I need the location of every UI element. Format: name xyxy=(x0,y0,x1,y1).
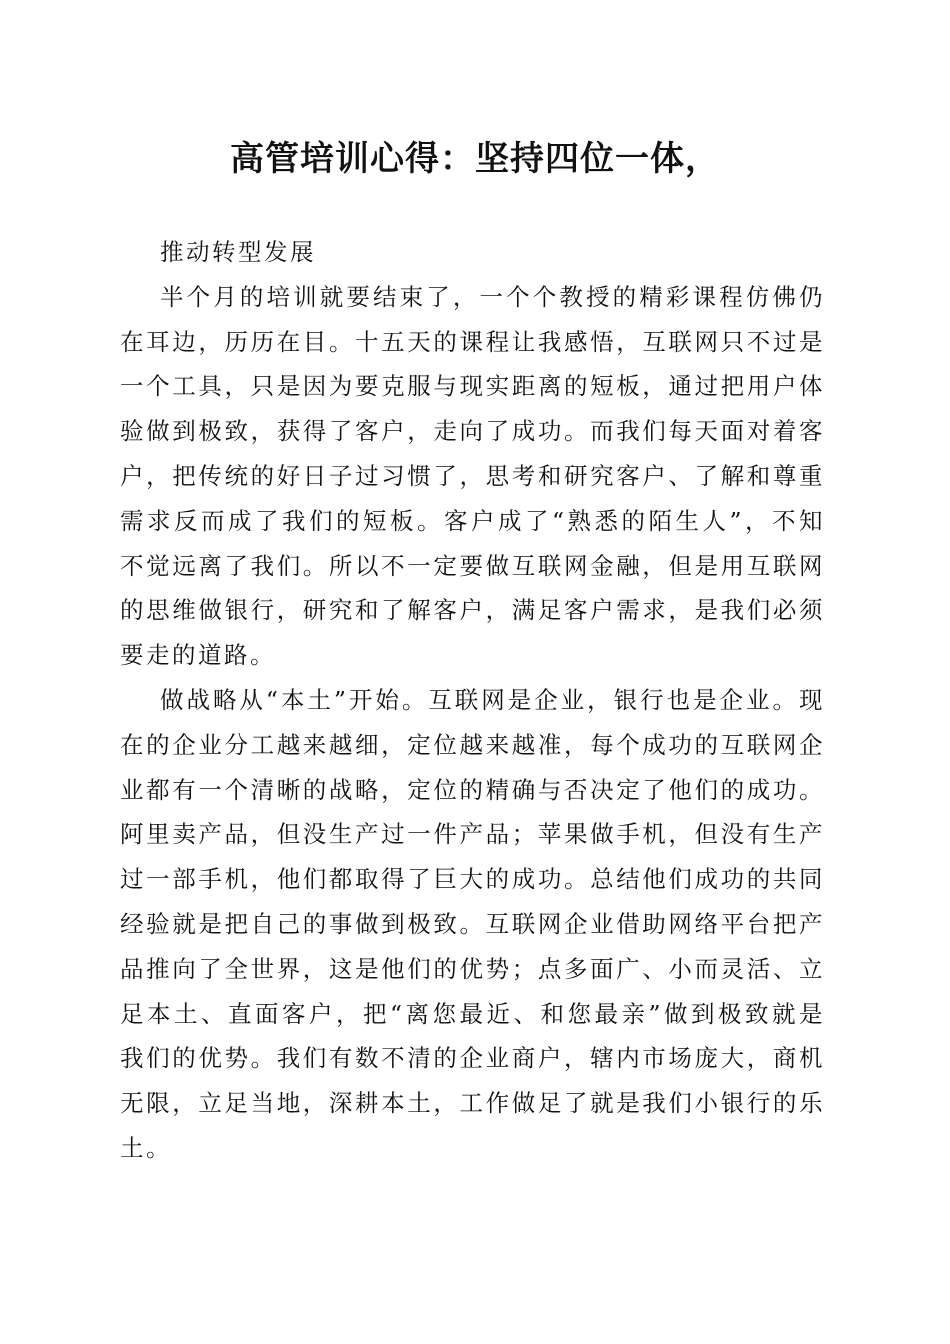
paragraph-subtitle: 推动转型发展 xyxy=(160,238,316,266)
paragraph-internet-reflection: 半个月的培训就要结束了，一个个教授的精彩课程仿佛仍在耳边，历历在目。十五天的课程让我感悟，互联网只不过是一个工具，只是因为要克服与现实距离的短板，通过把用户体验做到极致，获得了客户，走向了成功。而我们每天面对着客户，把传统的好日子过习惯了，思考和研究客户、了解和尊重需求反而成了我们的短板。客户成了“熟悉的陌生人”，不知不觉远离了我们。所以不一定要做互联网金融，但是用互联网的思维做银行，研究和了解客户，满足客户需求，是我们必须要走的道路。 xyxy=(120,282,825,670)
document-body xyxy=(120,230,825,1171)
document-title: 高管培训心得：坚持四位一体， xyxy=(230,139,720,179)
paragraph-local-strategy: 做战略从“本土”开始。互联网是企业，银行也是企业。现在的企业分工越来越细，定位越来越准，每个成功的互联网企业都有一个清晰的战略，定位的精确与否决定了他们的成功。阿里卖产品，但没生产过一件产品；苹果做手机，但没有生产过一部手机，他们都取得了巨大的成功。总结他们成功的共同经验就是把自己的事做到极致。互联网企业借助网络平台把产品推向了全世界，这是他们的优势；点多面广、小而灵活、立足本土、直面客户，把“离您最近、和您最亲”做到极致就是我们的优势。我们有数不清的企业商户，辖内市场庞大，商机无限，立足当地，深耕本土，工作做足了就是我们小银行的乐土。 xyxy=(120,685,825,1162)
